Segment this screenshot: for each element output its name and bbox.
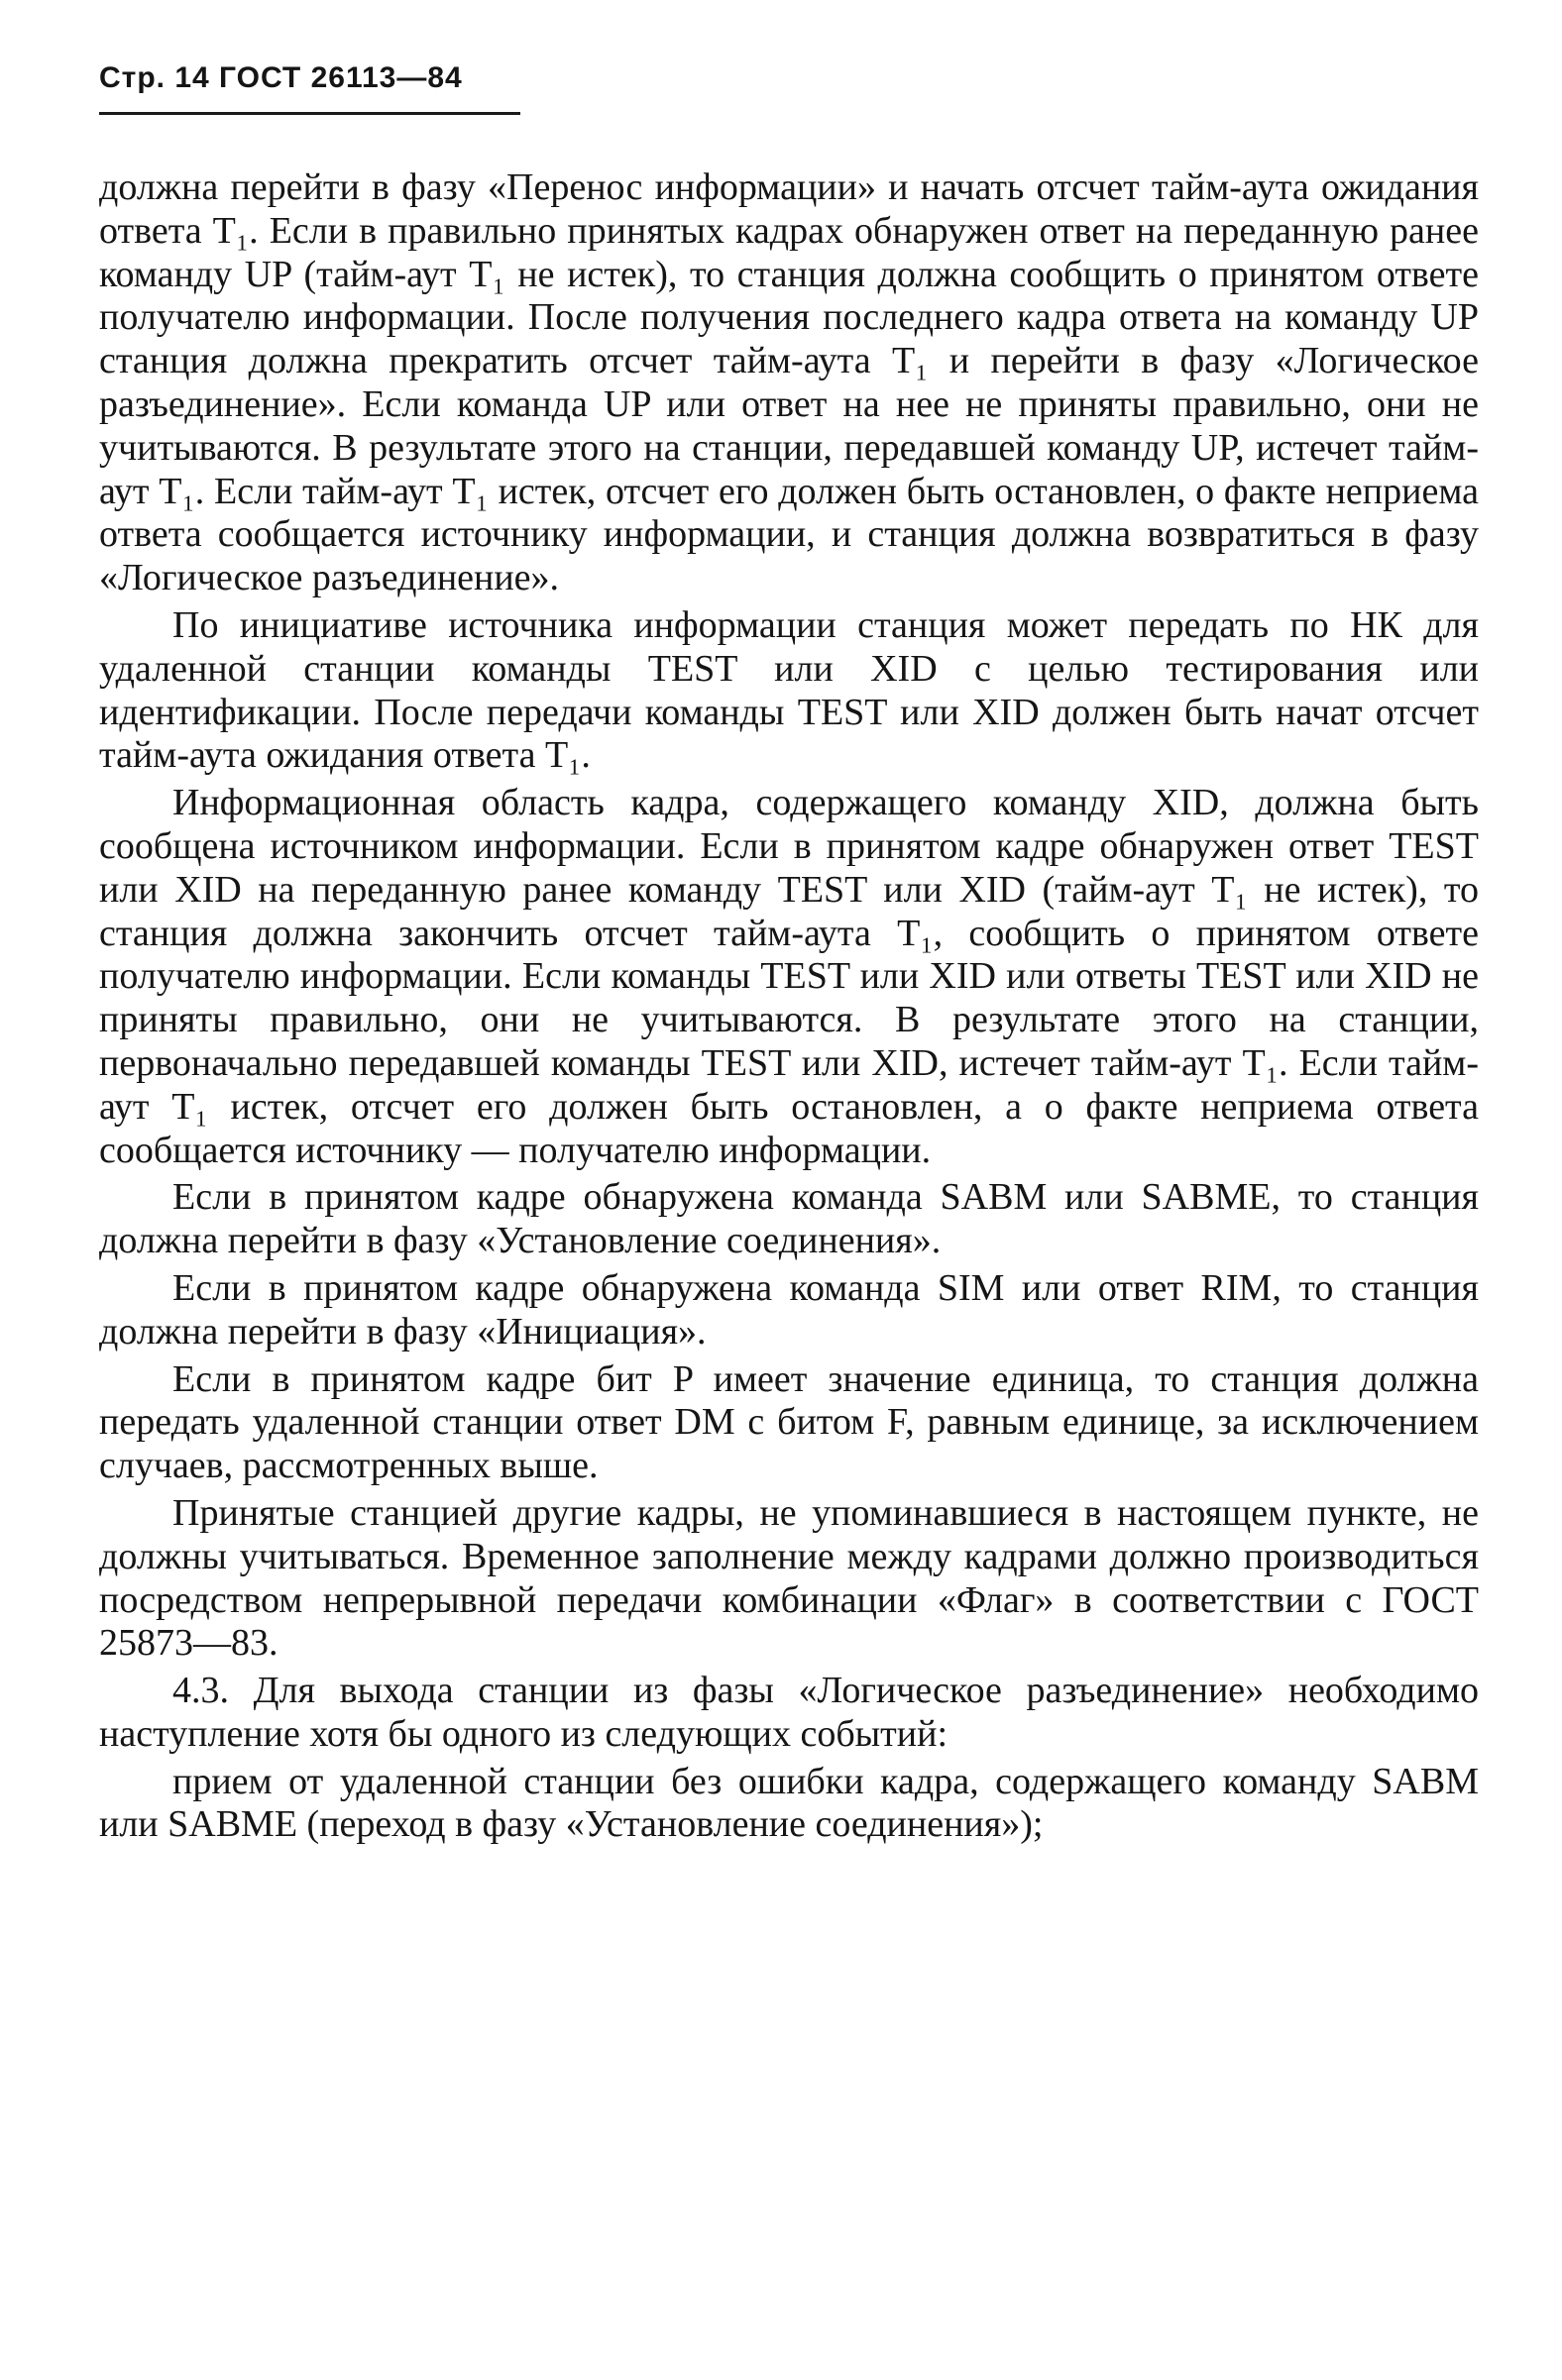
page-header: Стр. 14 ГОСТ 26113—84 [99,61,463,94]
paragraph-event-sabm: прием от удаленной станции без ошибки кадра, содержащего команду SABM или SABME (переход в фазу «Установление соединения»); [99,1760,1479,1846]
paragraph-continuation: должна перейти в фазу «Перенос информации» и начать отсчет тайм-аута ожидания ответа T₁. Если в правильно принятых кадрах обнаружен ответ на переданную ранее команду UP (тайм-аут T₁ не истек), то станция должна сообщить о принятом ответе получателю информации. После получения последнего кадра ответа на команду UP станция должна прекратить отсчет тайм-аута T₁ и перейти в фазу «Логическое разъединение». Если команда UP или ответ на нее не приняты правильно, они не учитываются. В результате этого на станции, передавшей команду UP, истечет тайм-аут T₁. Если тайм-аут T₁ истек, отсчет его должен быть остановлен, о факте неприема ответа сообщается источнику информации, и станция должна возвратиться в фазу «Логическое разъединение». [99,166,1479,599]
paragraph-sim-rim: Если в принятом кадре обнаружена команда SIM или ответ RIM, то станция должна перейти в фазу «Инициация». [99,1266,1479,1352]
header-rule [99,112,520,115]
paragraph-section-4-3: 4.3. Для выхода станции из фазы «Логическое разъединение» необходимо наступление хотя бы одного из следующих событий: [99,1670,1479,1755]
paragraph-xid-info-field: Информационная область кадра, содержащего команду XID, должна быть сообщена источником информации. Если в принятом кадре обнаружен ответ TEST или XID на переданную ранее команду TEST или XID (тайм-аут T₁ не истек), то станция должна закончить отсчет тайм-аута T₁, сообщить о принятом ответе получателю информации. Если команды TEST или XID или ответы TEST или XID не приняты правильно, они не учитываются. В результате этого на станции, первоначально передавшей команды TEST или XID, истечет тайм-аут T₁. Если тайм-аут T₁ истек, отсчет его должен быть остановлен, а о факте неприема ответа сообщается источнику — получателю информации. [99,782,1479,1171]
paragraph-sabm: Если в принятом кадре обнаружена команда SABM или SABME, то станция должна перейти в фазу «Установление соединения». [99,1176,1479,1262]
document-body [99,166,1479,1851]
paragraph-bit-p: Если в принятом кадре бит P имеет значение единица, то станция должна передать удаленной станции ответ DM с битом F, равным единице, за исключением случаев, рассмотренных выше. [99,1357,1479,1487]
paragraph-other-frames: Принятые станцией другие кадры, не упоминавшиеся в настоящем пункте, не должны учитываться. Временное заполнение между кадрами должно производиться посредством непрерывной передачи комбинации «Флаг» в соответствии с ГОСТ 25873—83. [99,1491,1479,1665]
paragraph-test-xid-initiative: По инициативе источника информации станция может передать по НК для удаленной станции команды TEST или XID с целью тестирования или идентификации. После передачи команды TEST или XID должен быть начат отсчет тайм-аута ожидания ответа T₁. [99,603,1479,777]
